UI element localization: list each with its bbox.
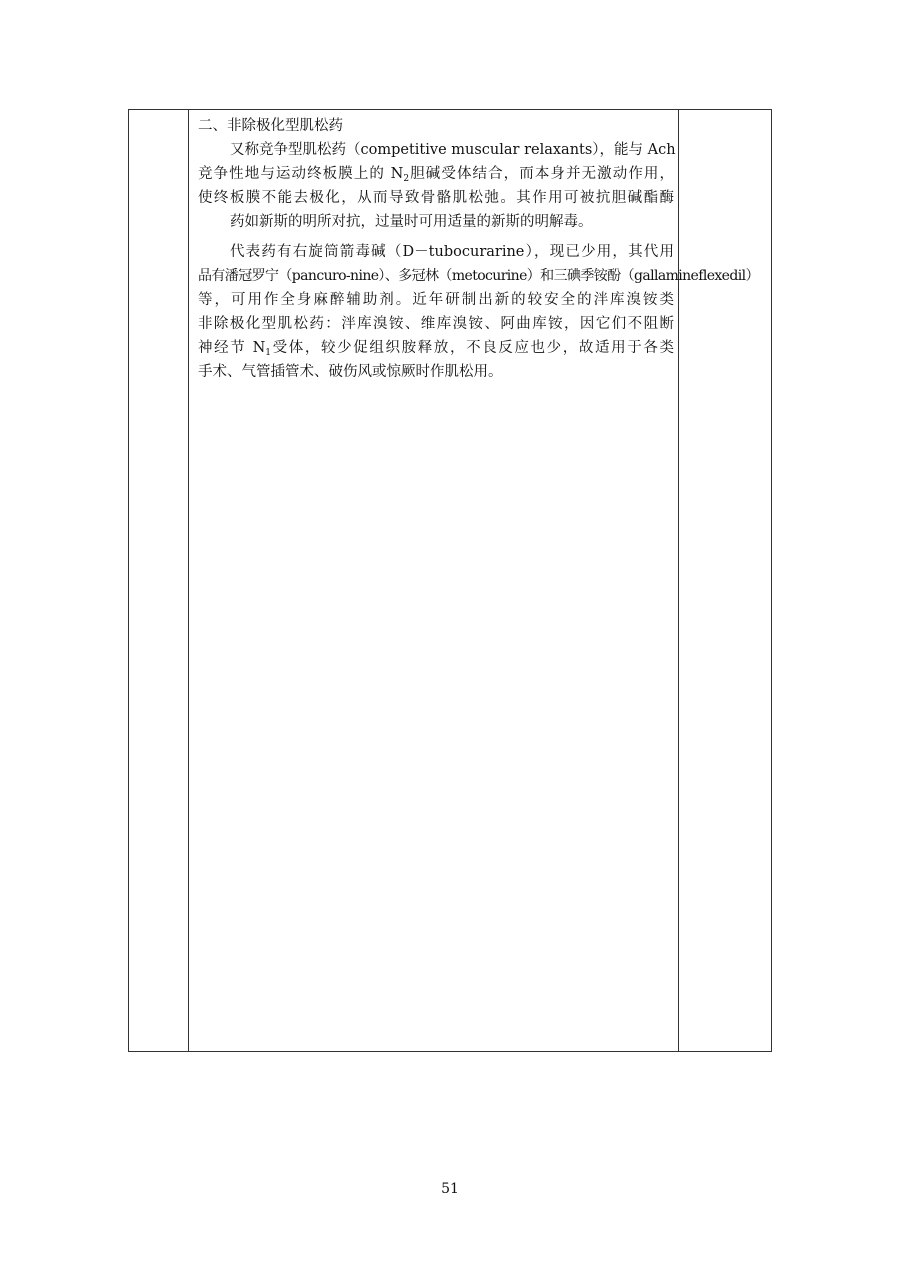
page-number: 51	[441, 1181, 459, 1197]
document-table	[128, 109, 772, 1052]
section-heading: 二、非除极化型肌松药	[198, 118, 343, 134]
paragraph-2-line	[198, 336, 674, 360]
paragraph-1-line: 又称竞争型肌松药（competitive muscular relaxants），能与 Ach	[230, 142, 676, 158]
paragraph-2-line: 等，可用作全身麻醉辅助剂。近年研制出新的较安全的泮库溴铵类	[198, 292, 674, 308]
right-column-divider	[678, 110, 679, 1051]
paragraph-2	[198, 240, 759, 384]
paragraph-2-line: 代表药有右旋筒箭毒碱（D－tubocurarine），现已少用，其代用	[230, 244, 674, 260]
paragraph-1-line: 药如新斯的明所对抗，过量时可用适量的新斯的明解毒。	[230, 214, 593, 230]
paragraph-1-line: 使终板膜不能去极化，从而导致骨骼肌松弛。其作用可被抗胆碱酯酶	[198, 190, 674, 206]
text-run: 竞争性地与运动终板膜上的 N	[198, 166, 404, 182]
paragraph-1	[198, 138, 674, 234]
paragraph-1-line	[198, 162, 674, 186]
paragraph-2-line: 非除极化型肌松药：泮库溴铵、维库溴铵、阿曲库铵，因它们不阻断	[198, 316, 674, 332]
text-run: 受体，较少促组织胺释放，不良反应也少，故适用于各类	[271, 340, 675, 356]
subscript: 1	[265, 348, 272, 358]
subscript: 2	[403, 174, 410, 184]
text-run: 神经节 N	[198, 340, 266, 356]
text-run: 胆碱受体结合，而本身并无激动作用，	[409, 166, 675, 182]
content-cell	[198, 114, 759, 384]
paragraph-2-line: 手术、气管插管术、破伤风或惊厥时作肌松用。	[198, 364, 503, 380]
left-column-divider	[188, 110, 189, 1051]
paragraph-2-line: 品有潘冠罗宁（pancuro-nine）、多冠林（metocurine）和三碘季铵酚（gallamineflexedil）	[198, 268, 759, 284]
